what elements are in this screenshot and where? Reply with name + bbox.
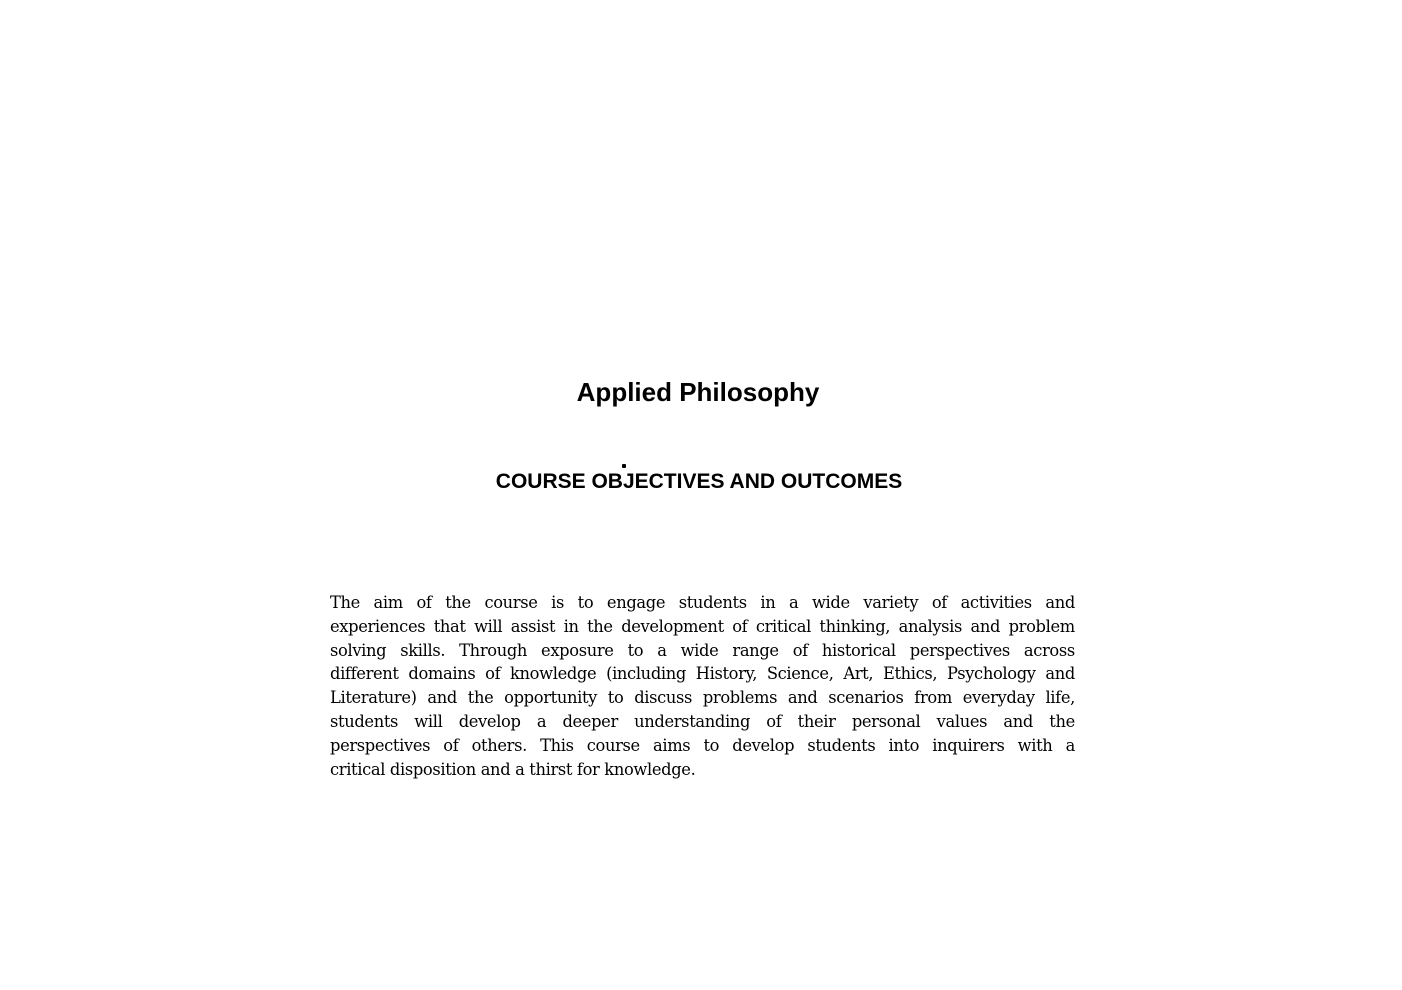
word: life, [1045,688,1075,708]
word: of [443,735,459,755]
word: and [970,616,1001,636]
word: Art, [843,664,874,684]
word: that [433,616,466,636]
word: will [414,711,443,731]
word: of [766,711,782,731]
word: Ethics, [882,664,938,684]
word: of [792,640,808,660]
word: of [732,616,748,636]
word: a [657,640,667,660]
word: wide [680,640,719,660]
word: and [787,688,818,708]
paragraph-line: critical disposition and a thirst for knowledge. [330,759,696,779]
word: activities [960,593,1032,612]
word: analysis [898,616,963,636]
word: students [330,711,399,731]
word: others. [471,735,527,755]
paragraph-line [330,591,1075,615]
word: assist [510,616,556,636]
word: historical [821,640,896,660]
word: students [678,593,747,612]
word: a [536,711,547,731]
page-title: Applied Philosophy [576,377,820,407]
word: from [914,688,952,708]
word: thinking, [819,616,891,636]
word: perspectives [909,640,1010,660]
word: (including [606,664,686,684]
word: opportunity [504,688,597,708]
word: inquirers [932,735,1005,755]
word: aims [653,735,691,755]
word: in [563,616,579,636]
word: the [445,593,471,612]
word: development [621,616,724,636]
word: discuss [634,688,693,708]
word: the [1049,711,1075,731]
word: a [788,593,799,612]
word: skills. [400,640,446,660]
word: different [330,664,399,684]
word: experiences [330,616,426,636]
word: will [474,616,503,636]
word: and [1045,593,1075,612]
paragraph-line [330,686,1075,710]
word: their [797,711,836,731]
word: Science, [766,664,834,684]
word: Through [459,640,528,660]
word: deeper [562,711,618,731]
paragraph-line [330,734,1075,758]
word: course [586,735,640,755]
word: History, [695,664,758,684]
word: and [427,688,457,708]
word: knowledge [510,664,597,684]
word: The [330,593,360,612]
word: with [1017,735,1053,755]
word: across [1023,640,1075,660]
paragraph-line [330,639,1075,663]
word: a [1065,735,1075,755]
paragraph-line [330,710,1075,734]
word: everyday [962,688,1035,708]
word: problems [702,688,778,708]
word: values [936,711,988,731]
word: develop [732,735,795,755]
word: aim [373,593,403,612]
word: develop [458,711,521,731]
paragraph-line [330,662,1075,686]
word: to [627,640,644,660]
word: and [1045,664,1075,684]
word: in [760,593,776,612]
word: scenarios [828,688,904,708]
word: to [703,735,720,755]
section-heading: COURSE OBJECTIVES AND OUTCOMES [495,470,903,493]
word: This [540,735,574,755]
word: into [888,735,920,755]
word: perspectives [330,735,431,755]
word: of [416,593,432,612]
word: course [484,593,538,612]
word: solving [330,640,387,660]
word: the [587,616,613,636]
word: problem [1008,616,1075,636]
word: variety [863,593,919,612]
word: students [807,735,876,755]
word: to [607,688,624,708]
word: is [551,593,565,612]
word: of [485,664,501,684]
paragraph-line [330,615,1075,639]
word: the [467,688,494,708]
word: wide [811,593,850,612]
word: Literature) [330,688,417,708]
word: personal [851,711,921,731]
word: critical [755,616,811,636]
word: of [931,593,947,612]
word: engage [606,593,666,612]
word: range [732,640,779,660]
word: to [577,593,594,612]
word: and [1003,711,1033,731]
word: understanding [634,711,751,731]
word: exposure [541,640,614,660]
body-paragraph [330,591,1075,781]
word: Psychology [947,664,1036,684]
word: domains [408,664,476,684]
